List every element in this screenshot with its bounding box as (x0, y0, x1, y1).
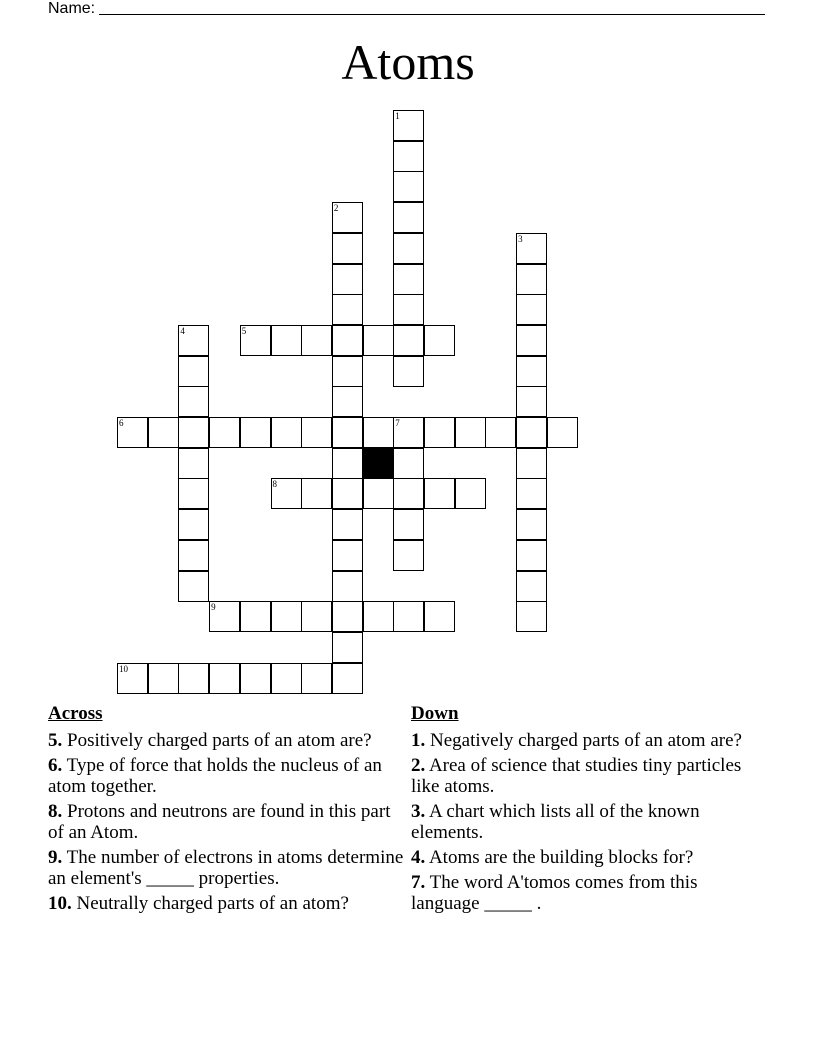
crossword-cell[interactable] (271, 663, 302, 694)
crossword-cell[interactable] (393, 478, 424, 509)
down-heading: Down (411, 703, 459, 724)
clue-across-8: 8. Protons and neutrons are found in this part of an Atom. (48, 801, 391, 843)
crossword-cell[interactable] (393, 264, 424, 295)
clue-number: 4 (180, 325, 185, 336)
crossword-cell[interactable] (393, 601, 424, 632)
crossword-cell[interactable] (332, 478, 363, 509)
clue-down-2: 2. Area of science that studies tiny particles like atoms. (411, 755, 742, 797)
crossword-cell[interactable] (363, 601, 394, 632)
crossword-cell[interactable] (393, 141, 424, 172)
clue-across-9: 9. The number of electrons in atoms determine an element's _____ properties. (48, 847, 404, 889)
crossword-cell[interactable] (271, 417, 302, 448)
crossword-cell[interactable] (332, 294, 363, 325)
clue-across-10: 10. Neutrally charged parts of an atom? (48, 893, 349, 914)
crossword-cell[interactable] (240, 663, 271, 694)
crossword-cell[interactable] (393, 294, 424, 325)
crossword-cell[interactable] (178, 448, 209, 479)
crossword-cell[interactable] (516, 325, 547, 356)
crossword-cell[interactable] (178, 356, 209, 387)
crossword-cell[interactable] (209, 663, 240, 694)
crossword-cell[interactable] (363, 417, 394, 448)
crossword-cell[interactable] (332, 663, 363, 694)
crossword-cell[interactable] (516, 264, 547, 295)
crossword-cell[interactable] (393, 509, 424, 540)
crossword-cell[interactable] (301, 417, 332, 448)
crossword-cell[interactable] (178, 571, 209, 602)
crossword-cell[interactable] (178, 509, 209, 540)
crossword-cell[interactable] (393, 417, 424, 448)
crossword-cell[interactable] (332, 233, 363, 264)
crossword-cell[interactable] (271, 325, 302, 356)
crossword-cell[interactable] (178, 386, 209, 417)
crossword-cell[interactable] (332, 632, 363, 663)
black-square (363, 448, 394, 479)
crossword-cell[interactable] (393, 110, 424, 141)
crossword-cell[interactable] (209, 601, 240, 632)
crossword-cell[interactable] (393, 356, 424, 387)
crossword-cell[interactable] (393, 171, 424, 202)
crossword-cell[interactable] (332, 325, 363, 356)
crossword-cell[interactable] (301, 325, 332, 356)
crossword-cell[interactable] (363, 478, 394, 509)
crossword-cell[interactable] (516, 294, 547, 325)
crossword-cell[interactable] (332, 356, 363, 387)
crossword-cell[interactable] (393, 448, 424, 479)
clue-down-3: 3. A chart which lists all of the known elements. (411, 801, 700, 843)
crossword-cell[interactable] (516, 540, 547, 571)
crossword-cell[interactable] (117, 663, 148, 694)
across-clues (48, 703, 410, 918)
crossword-cell[interactable] (301, 601, 332, 632)
crossword-cell[interactable] (516, 509, 547, 540)
crossword-cell[interactable] (240, 601, 271, 632)
crossword-cell[interactable] (332, 202, 363, 233)
crossword-cell[interactable] (485, 417, 516, 448)
crossword-cell[interactable] (240, 325, 271, 356)
clue-number: 5 (241, 325, 247, 336)
crossword-cell[interactable] (516, 417, 547, 448)
clue-number: 1 (395, 111, 400, 121)
crossword-cell[interactable] (455, 478, 486, 509)
crossword-cell[interactable] (516, 478, 547, 509)
across-heading: Across (48, 703, 103, 724)
crossword-cell[interactable] (516, 233, 547, 264)
crossword-cell[interactable] (178, 417, 209, 448)
crossword-cell[interactable] (209, 417, 240, 448)
crossword-cell[interactable] (393, 540, 424, 571)
crossword-cell[interactable] (271, 601, 302, 632)
crossword-cell[interactable] (424, 601, 455, 632)
crossword-cell[interactable] (393, 233, 424, 264)
crossword-cell[interactable] (516, 601, 547, 632)
crossword-cell[interactable] (424, 478, 455, 509)
crossword-cell[interactable] (148, 663, 179, 694)
crossword-cell[interactable] (516, 386, 547, 417)
crossword-cell[interactable] (516, 448, 547, 479)
clue-down-4: 4. Atoms are the building blocks for? (411, 847, 694, 868)
clue-number: 10 (119, 663, 128, 674)
crossword-cell[interactable] (332, 571, 363, 602)
crossword-cell[interactable] (332, 448, 363, 479)
crossword-cell[interactable] (393, 325, 424, 356)
crossword-cell[interactable] (178, 325, 209, 356)
down-clues (411, 703, 751, 918)
crossword-cell[interactable] (117, 417, 148, 448)
crossword-cell[interactable] (393, 202, 424, 233)
crossword-cell[interactable] (301, 478, 332, 509)
name-label: Name: (48, 0, 96, 17)
clue-number: 8 (272, 479, 277, 490)
crossword-cell[interactable] (516, 356, 547, 387)
crossword-cell[interactable] (332, 264, 363, 295)
crossword-cell[interactable] (332, 386, 363, 417)
crossword-cell[interactable] (363, 325, 394, 356)
clue-number: 6 (119, 418, 124, 428)
crossword-cell[interactable] (240, 417, 271, 448)
crossword-cell[interactable] (424, 417, 455, 448)
crossword-cell[interactable] (332, 540, 363, 571)
crossword-cell[interactable] (516, 571, 547, 602)
crossword-cell[interactable] (332, 417, 363, 448)
crossword-cell[interactable] (332, 601, 363, 632)
crossword-cell[interactable] (547, 417, 578, 448)
clue-number: 2 (333, 203, 339, 214)
crossword-cell[interactable] (455, 417, 486, 448)
crossword-cell[interactable] (148, 417, 179, 448)
clue-across-6: 6. Type of force that holds the nucleus of an atom together. (48, 755, 382, 797)
clue-number: 7 (395, 418, 400, 428)
clue-across-5: 5. Positively charged parts of an atom are? (48, 730, 372, 751)
clue-number: 9 (211, 602, 216, 613)
crossword-cell[interactable] (301, 663, 332, 694)
clue-down-1: 1. Negatively charged parts of an atom are? (411, 730, 742, 751)
crossword-cell[interactable] (271, 478, 302, 509)
clue-number: 3 (518, 233, 523, 244)
crossword-cell[interactable] (178, 663, 209, 694)
crossword-cell[interactable] (178, 478, 209, 509)
page-title: Atoms (341, 34, 475, 90)
crossword-cell[interactable] (332, 509, 363, 540)
crossword-cell[interactable] (424, 325, 455, 356)
crossword-cell[interactable] (178, 540, 209, 571)
clue-down-7: 7. The word A'tomos comes from this language _____ . (411, 872, 698, 914)
